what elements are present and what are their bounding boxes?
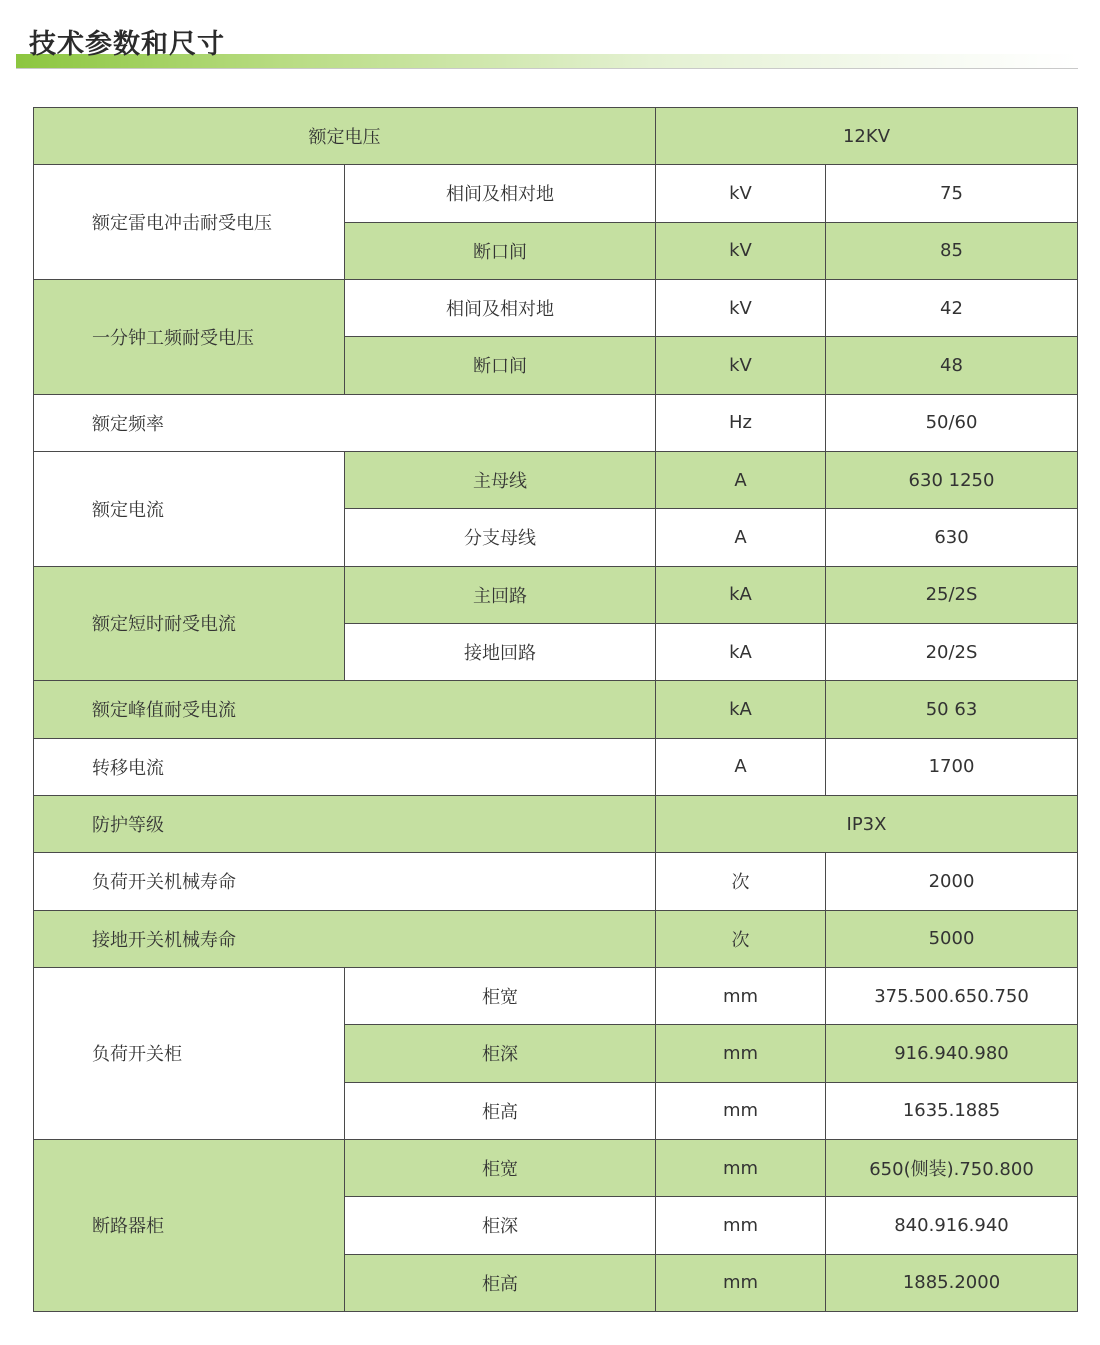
load-cabinet-value: 1635.1885 xyxy=(826,1082,1078,1139)
rated-voltage-value: 12KV xyxy=(656,108,1078,165)
current-sub: 主母线 xyxy=(345,451,656,508)
frequency-value: 50/60 xyxy=(826,394,1078,451)
short-time-unit: kA xyxy=(656,623,826,680)
frequency-unit: Hz xyxy=(656,394,826,451)
load-cabinet-value: 375.500.650.750 xyxy=(826,967,1078,1024)
load-cabinet-label: 负荷开关柜 xyxy=(34,967,345,1139)
table-row xyxy=(34,279,1078,336)
current-unit: A xyxy=(656,451,826,508)
section-header xyxy=(0,0,1100,80)
earth-switch-life-label: 接地开关机械寿命 xyxy=(34,910,656,967)
load-switch-life-label: 负荷开关机械寿命 xyxy=(34,853,656,910)
transfer-label: 转移电流 xyxy=(34,738,656,795)
impulse-unit: kV xyxy=(656,222,826,279)
current-unit: A xyxy=(656,509,826,566)
current-value: 630 xyxy=(826,509,1078,566)
table-row xyxy=(34,165,1078,222)
table-row xyxy=(34,681,1078,738)
power-freq-unit: kV xyxy=(656,337,826,394)
table-row xyxy=(34,795,1078,852)
current-value: 630 1250 xyxy=(826,451,1078,508)
current-label: 额定电流 xyxy=(34,451,345,566)
power-freq-sub: 相间及相对地 xyxy=(345,279,656,336)
peak-value: 50 63 xyxy=(826,681,1078,738)
impulse-unit: kV xyxy=(656,165,826,222)
power-freq-sub: 断口间 xyxy=(345,337,656,394)
load-cabinet-sub: 柜深 xyxy=(345,1025,656,1082)
peak-unit: kA xyxy=(656,681,826,738)
impulse-sub: 断口间 xyxy=(345,222,656,279)
transfer-unit: A xyxy=(656,738,826,795)
impulse-sub: 相间及相对地 xyxy=(345,165,656,222)
breaker-cabinet-label: 断路器柜 xyxy=(34,1139,345,1311)
breaker-cabinet-unit: mm xyxy=(656,1197,826,1254)
current-sub: 分支母线 xyxy=(345,509,656,566)
power-freq-value: 48 xyxy=(826,337,1078,394)
short-time-sub: 接地回路 xyxy=(345,623,656,680)
peak-label: 额定峰值耐受电流 xyxy=(34,681,656,738)
table-row xyxy=(34,853,1078,910)
earth-switch-life-value: 5000 xyxy=(826,910,1078,967)
table-row xyxy=(34,1139,1078,1196)
breaker-cabinet-unit: mm xyxy=(656,1254,826,1311)
load-cabinet-unit: mm xyxy=(656,1025,826,1082)
short-time-value: 25/2S xyxy=(826,566,1078,623)
page-title: 技术参数和尺寸 xyxy=(29,29,225,60)
impulse-value: 75 xyxy=(826,165,1078,222)
power-freq-value: 42 xyxy=(826,279,1078,336)
table-row xyxy=(34,566,1078,623)
breaker-cabinet-unit: mm xyxy=(656,1139,826,1196)
protection-value: IP3X xyxy=(656,795,1078,852)
load-switch-life-unit: 次 xyxy=(656,853,826,910)
load-switch-life-value: 2000 xyxy=(826,853,1078,910)
impulse-label: 额定雷电冲击耐受电压 xyxy=(34,165,345,280)
transfer-value: 1700 xyxy=(826,738,1078,795)
breaker-cabinet-sub: 柜深 xyxy=(345,1197,656,1254)
power-freq-unit: kV xyxy=(656,279,826,336)
load-cabinet-sub: 柜高 xyxy=(345,1082,656,1139)
power-freq-label: 一分钟工频耐受电压 xyxy=(34,279,345,394)
spec-table xyxy=(33,107,1078,1312)
breaker-cabinet-sub: 柜宽 xyxy=(345,1139,656,1196)
load-cabinet-value: 916.940.980 xyxy=(826,1025,1078,1082)
table-row xyxy=(34,910,1078,967)
table-row xyxy=(34,967,1078,1024)
load-cabinet-unit: mm xyxy=(656,967,826,1024)
short-time-value: 20/2S xyxy=(826,623,1078,680)
table-row xyxy=(34,738,1078,795)
load-cabinet-unit: mm xyxy=(656,1082,826,1139)
short-time-sub: 主回路 xyxy=(345,566,656,623)
table-row xyxy=(34,451,1078,508)
table-row xyxy=(34,108,1078,165)
earth-switch-life-unit: 次 xyxy=(656,910,826,967)
short-time-unit: kA xyxy=(656,566,826,623)
impulse-value: 85 xyxy=(826,222,1078,279)
load-cabinet-sub: 柜宽 xyxy=(345,967,656,1024)
breaker-cabinet-value: 1885.2000 xyxy=(826,1254,1078,1311)
breaker-cabinet-value: 650(侧装).750.800 xyxy=(826,1139,1078,1196)
breaker-cabinet-value: 840.916.940 xyxy=(826,1197,1078,1254)
table-row xyxy=(34,394,1078,451)
frequency-label: 额定频率 xyxy=(34,394,656,451)
breaker-cabinet-sub: 柜高 xyxy=(345,1254,656,1311)
protection-label: 防护等级 xyxy=(34,795,656,852)
header-rule xyxy=(16,68,1078,69)
short-time-label: 额定短时耐受电流 xyxy=(34,566,345,681)
rated-voltage-label: 额定电压 xyxy=(34,108,656,165)
